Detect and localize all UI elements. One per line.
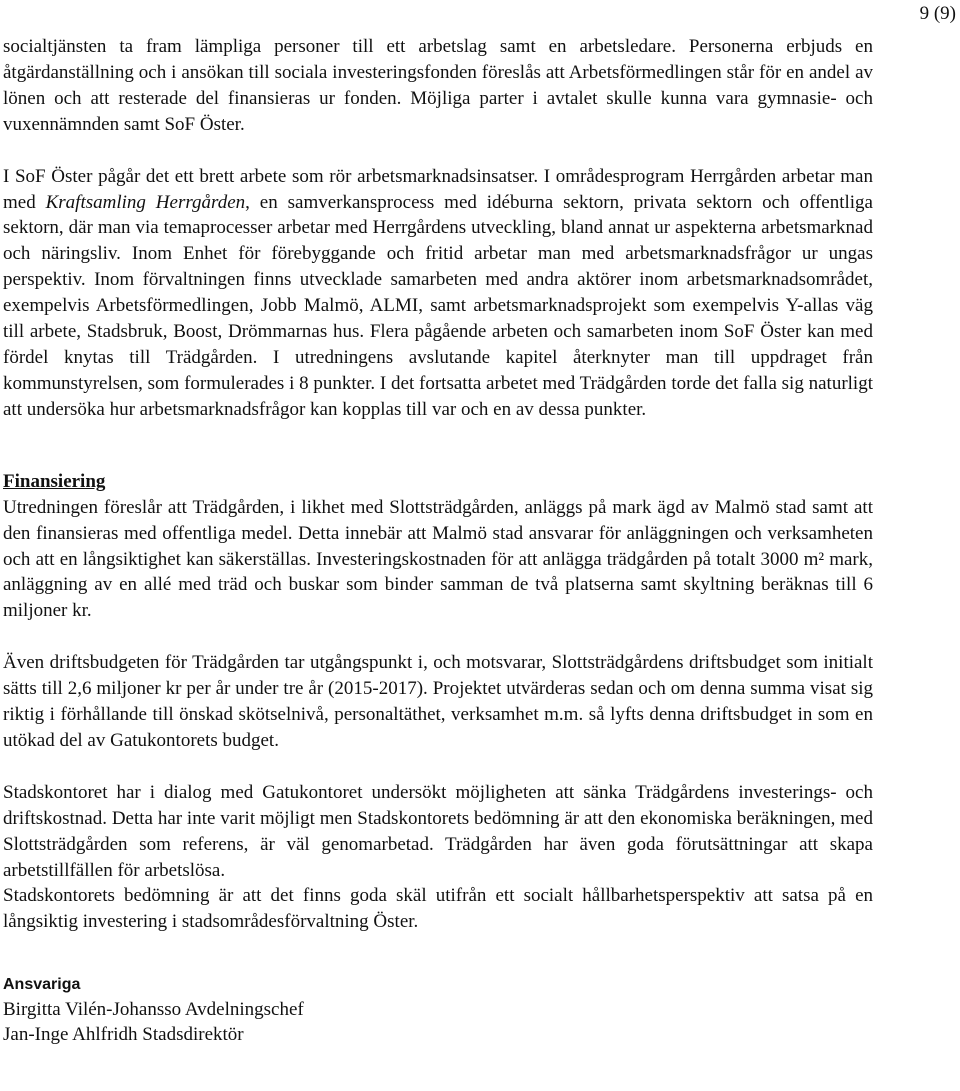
paragraph-gap — [3, 624, 873, 650]
paragraph-gap — [3, 961, 873, 973]
paragraph-gap — [3, 449, 873, 469]
page-number: 9 (9) — [919, 3, 956, 24]
paragraph-gap — [3, 138, 873, 164]
paragraph-arbetsmarknadsinsatser — [3, 164, 873, 423]
paragraph-gap — [3, 935, 873, 961]
heading-ansvariga: Ansvariga — [3, 976, 81, 994]
paragraph-driftsbudget: Även driftsbudgeten för Trädgården tar utgångspunkt i, och motsvarar, Slottsträdgårdens driftsbudget som initialt sätts till 2,6 miljoner kr per år under tre år (2015-2017). Projektet utvärderas sedan och om denna summa visat sig riktig i förhållande till önskad skötselnivå, personaltäthet, verksamhet m.m. så lyfts denna driftsbudget in som en utökad del av Gatukontorets budget. — [3, 652, 873, 751]
paragraph-investering: Utredningen föreslår att Trädgården, i likhet med Slottsträdgården, anläggs på mark ägd av Malmö stad samt att den finansieras med offentliga medel. Detta innebär att Malmö stad ansvarar för anläggningen och verksamheten och att en långsiktighet kan säkerställas. Investeringskostnaden för att anlägga trädgården på totalt 3000 m² mark, anläggning av en allé med träd och buskar som binder samman de två platserna samt skyltning beräknas till 6 miljoner kr. — [3, 496, 873, 622]
paragraph-arbetslag: socialtjänsten ta fram lämpliga personer till ett arbetslag samt en arbetsledare. Personerna erbjuds en åtgärdanställning och i ansökan till sociala investeringsfonden föreslås att Arbetsförmedlingen står för en andel av lönen och att resterade del finansieras ur fonden. Möjliga parter i avtalet skulle kunna vara gymnasie- och vuxennämnden samt SoF Öster. — [3, 36, 873, 135]
paragraph-gap — [3, 423, 873, 449]
paragraph-stadskontoret-dialog: Stadskontoret har i dialog med Gatukontoret undersökt möjligheten att sänka Trädgårdens investerings- och driftskostnad. Detta har inte varit möjligt men Stadskontorets bedömning är att den ekonomiska beräkningen, med Slottsträdgården som referens, är väl genomarbetad. Trädgården har även goda förutsättningar att skapa arbetstillfällen för arbetslösa. — [3, 781, 873, 881]
paragraph-gap — [3, 754, 873, 780]
paragraph-bedomning: Stadskontorets bedömning är att det finns goda skäl utifrån ett socialt hållbarhetsperspektiv att satsa på en långsiktig investering i stadsområdesförvaltning Öster. — [3, 885, 873, 933]
heading-finansiering: Finansiering — [3, 470, 106, 492]
project-name-italic: Kraftsamling Herrgården — [45, 191, 246, 213]
paragraph-text: I SoF Öster pågår det ett brett arbete som rör arbetsmarknadsinsatser. I områdesprogram Herrgården arbetar man med — [3, 165, 873, 213]
paragraph-text: , en samverkansprocess med idéburna sektorn, privata sektorn och offentliga sektorn, där man via temaprocesser arbetar med Herrgårdens utveckling, bland annat ur aspekterna arbetsmarknad och näringsliv. Inom Enhet för förebyggande och fritid arbetar man med arbetsmarknadsfrågor ur ungas perspektiv. Inom förvaltningen finns utvecklade samarbeten med andra aktörer inom arbetsmarknadsområdet, exempelvis Arbetsförmedlingen, Jobb Malmö, ALMI, samt arbetsmarknadsprojekt som exempelvis Y-allas väg till arbete, Stadsbruk, Boost, Drömmarnas hus. Flera pågående arbeten och samarbeten inom SoF Öster kan med fördel knytas till Trädgården. I utredningens avslutande kapitel återknyter man till uppdraget från kommunstyrelsen, som formulerades i 8 punkter. I det fortsatta arbetet med Trädgården torde det falla sig naturligt att undersöka hur arbetsmarknadsfrågor kan kopplas till var och en av dessa punkter. — [3, 191, 873, 420]
document-body — [3, 34, 873, 1047]
signatory-stadsdirektor: Jan-Inge Ahlfridh Stadsdirektör — [3, 1024, 244, 1046]
signatory-avdelningschef: Birgitta Vilén-Johansso Avdelningschef — [3, 999, 304, 1021]
